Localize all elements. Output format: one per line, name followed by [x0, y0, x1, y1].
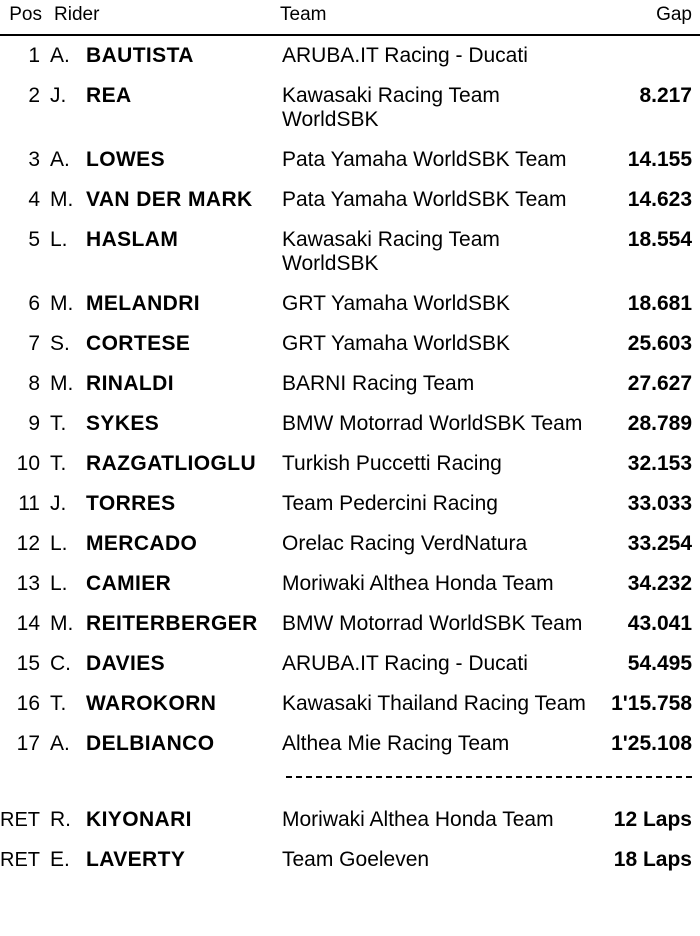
column-header-gap: Gap — [656, 4, 692, 25]
separator-left-spacer — [0, 764, 280, 790]
row-position: RET — [0, 849, 40, 871]
row-rider-surname: RAZGATLIOGLU — [86, 452, 257, 475]
row-team: Orelac Racing VerdNatura — [282, 532, 528, 555]
retired-spacer-cell — [0, 790, 700, 800]
column-header-rider: Rider — [54, 4, 100, 25]
row-rider-surname: SYKES — [86, 412, 160, 435]
row-gap: 12 Laps — [613, 808, 692, 831]
row-rider-initial: M. — [50, 292, 74, 315]
row-team: Turkish Puccetti Racing — [282, 452, 502, 475]
row-rider-initial: T. — [50, 412, 67, 435]
row-team: GRT Yamaha WorldSBK — [282, 292, 510, 315]
row-rider-initial: R. — [50, 808, 71, 831]
row-team: Pata Yamaha WorldSBK Team — [282, 148, 567, 171]
row-position: 15 — [16, 652, 40, 675]
column-header-pos: Pos — [9, 4, 42, 25]
row-position: 17 — [16, 732, 40, 755]
row-team: Team Goeleven — [282, 848, 430, 871]
row-position: 4 — [28, 188, 40, 211]
row-rider-initial: C. — [50, 652, 71, 675]
row-position: 14 — [16, 612, 40, 635]
row-rider-surname: MERCADO — [86, 532, 198, 555]
row-position: 12 — [16, 532, 40, 555]
row-gap: 14.155 — [627, 148, 692, 171]
row-team: Althea Mie Racing Team — [282, 732, 510, 755]
row-position: 7 — [28, 332, 40, 355]
row-rider-initial: A. — [50, 732, 70, 755]
row-team: Moriwaki Althea Honda Team — [282, 572, 554, 595]
row-rider-initial: J. — [50, 84, 67, 107]
row-rider-surname: DAVIES — [86, 652, 166, 675]
row-gap: 43.041 — [627, 612, 692, 635]
row-gap — [600, 35, 700, 76]
row-position: 3 — [28, 148, 40, 171]
row-gap: 33.254 — [627, 532, 692, 555]
row-team: BARNI Racing Team — [282, 372, 475, 395]
row-team: Moriwaki Althea Honda Team — [282, 808, 554, 831]
dashed-divider — [286, 776, 692, 778]
row-gap: 1'25.108 — [611, 732, 692, 755]
table-row — [0, 140, 700, 180]
row-rider-surname: LAVERTY — [86, 848, 186, 871]
row-position: 11 — [18, 492, 40, 515]
row-gap: 18 Laps — [613, 848, 692, 871]
row-rider-initial: M. — [50, 188, 74, 211]
row-rider-surname: WAROKORN — [86, 692, 217, 715]
row-team: ARUBA.IT Racing - Ducati — [282, 44, 528, 67]
table-row — [0, 180, 700, 220]
row-rider-initial: A. — [50, 148, 70, 171]
row-team: Kawasaki Racing Team WorldSBK — [282, 228, 500, 275]
row-rider-initial: S. — [50, 332, 70, 355]
row-rider-initial: T. — [50, 692, 67, 715]
row-gap: 32.153 — [627, 452, 692, 475]
row-gap: 33.033 — [627, 492, 692, 515]
row-rider-initial: J. — [50, 492, 67, 515]
table-row — [0, 220, 700, 284]
row-team: Pata Yamaha WorldSBK Team — [282, 188, 567, 211]
table-row — [0, 76, 700, 140]
row-position: 6 — [28, 292, 40, 315]
row-gap: 14.623 — [627, 188, 692, 211]
row-rider-surname: CORTESE — [86, 332, 191, 355]
separator-dashed-line — [280, 764, 700, 790]
table-body — [0, 35, 700, 880]
row-gap: 28.789 — [627, 412, 692, 435]
row-rider-surname: REA — [86, 84, 132, 107]
row-rider-surname: RINALDI — [86, 372, 174, 395]
row-position: 1 — [28, 44, 40, 67]
table-row — [0, 724, 700, 764]
row-team: Kawasaki Racing Team WorldSBK — [282, 84, 500, 131]
row-rider-surname: REITERBERGER — [86, 612, 258, 635]
row-rider-initial: L. — [50, 228, 68, 251]
row-gap: 8.217 — [639, 84, 692, 107]
row-team: GRT Yamaha WorldSBK — [282, 332, 510, 355]
row-position: 13 — [16, 572, 40, 595]
column-header-team: Team — [280, 4, 327, 25]
row-position: RET — [0, 809, 40, 831]
row-rider-initial: M. — [50, 612, 74, 635]
table-row — [0, 684, 700, 724]
row-gap: 25.603 — [627, 332, 692, 355]
row-gap: 34.232 — [627, 572, 692, 595]
table-row — [0, 564, 700, 604]
row-rider-surname: HASLAM — [86, 228, 179, 251]
table-row — [0, 284, 700, 324]
table-row — [0, 800, 700, 840]
row-gap: 27.627 — [627, 372, 692, 395]
row-rider-surname: BAUTISTA — [86, 44, 194, 67]
row-gap: 18.554 — [627, 228, 692, 251]
row-position: 2 — [28, 84, 40, 107]
row-position: 10 — [16, 452, 40, 475]
table-row — [0, 404, 700, 444]
row-position: 8 — [28, 372, 40, 395]
row-rider-initial: A. — [50, 44, 70, 67]
row-position: 5 — [28, 228, 40, 251]
table-row — [0, 604, 700, 644]
table-row — [0, 524, 700, 564]
row-rider-initial: E. — [50, 848, 70, 871]
row-gap: 18.681 — [627, 292, 692, 315]
row-rider-surname: TORRES — [86, 492, 176, 515]
row-team: ARUBA.IT Racing - Ducati — [282, 652, 528, 675]
table-row — [0, 444, 700, 484]
row-rider-initial: L. — [50, 572, 68, 595]
row-team: BMW Motorrad WorldSBK Team — [282, 412, 583, 435]
table-row — [0, 324, 700, 364]
row-rider-surname: LOWES — [86, 148, 165, 171]
row-team: Kawasaki Thailand Racing Team — [282, 692, 586, 715]
row-rider-surname: KIYONARI — [86, 808, 192, 831]
row-rider-initial: L. — [50, 532, 68, 555]
row-rider-initial: T. — [50, 452, 67, 475]
row-rider-surname: DELBIANCO — [86, 732, 215, 755]
row-position: 16 — [16, 692, 40, 715]
row-rider-surname: VAN DER MARK — [86, 188, 253, 211]
row-position: 9 — [28, 412, 40, 435]
retired-separator — [0, 764, 700, 790]
row-team: BMW Motorrad WorldSBK Team — [282, 612, 583, 635]
retired-spacer — [0, 790, 700, 800]
row-gap: 1'15.758 — [611, 692, 692, 715]
table-row — [0, 364, 700, 404]
row-rider-surname: MELANDRI — [86, 292, 201, 315]
table-header — [0, 0, 700, 35]
row-gap: 54.495 — [627, 652, 692, 675]
row-rider-surname: CAMIER — [86, 572, 172, 595]
table-row — [0, 35, 700, 76]
row-rider-initial: M. — [50, 372, 74, 395]
table-row — [0, 484, 700, 524]
table-row — [0, 644, 700, 684]
row-team: Team Pedercini Racing — [282, 492, 498, 515]
header-row — [0, 0, 700, 32]
table-row — [0, 840, 700, 880]
